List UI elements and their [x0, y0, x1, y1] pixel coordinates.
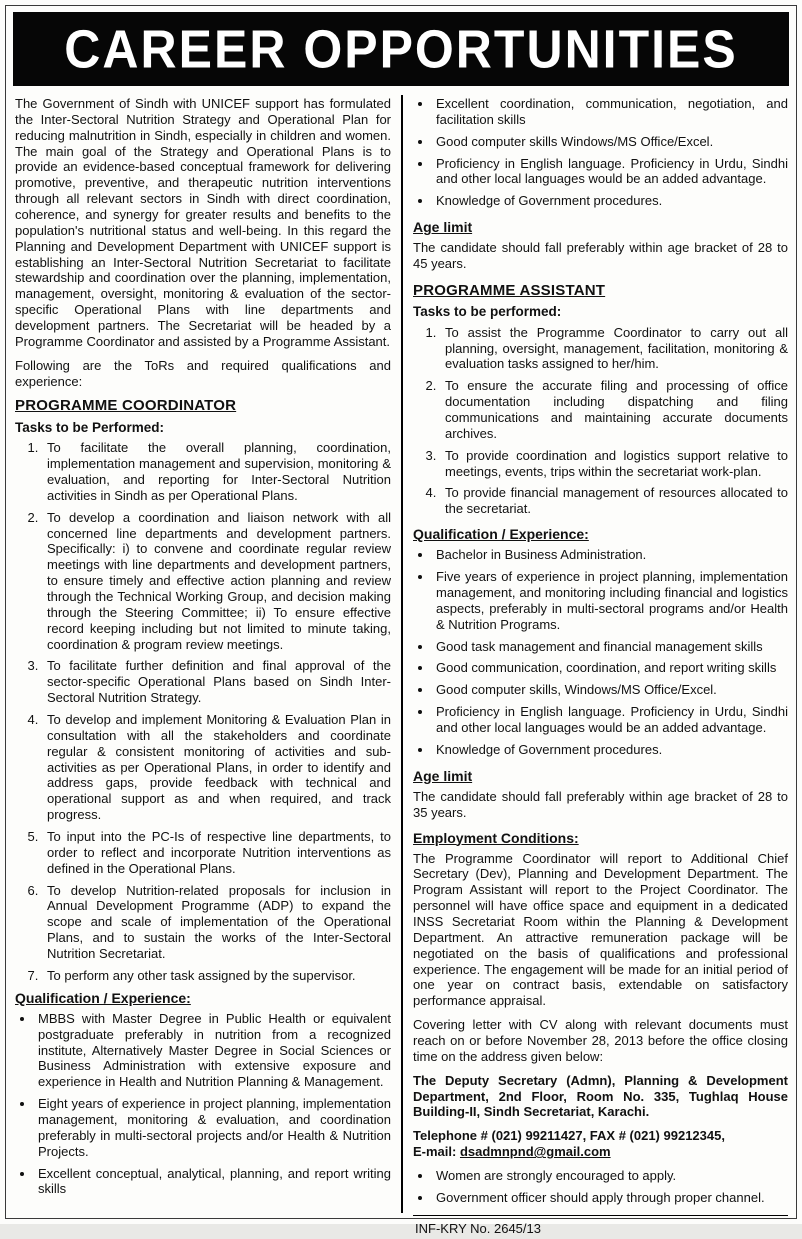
task-item: 5. To input into the PC-Is of respective line departments, to order to reflect and incorporate Nutrition interventions as defined in the Operational Plans. — [42, 829, 391, 877]
contact-phone-fax: Telephone # (021) 99211427, FAX # (021) 99212345, — [413, 1128, 725, 1144]
coordinator-age-limit-heading: Age limit — [413, 219, 473, 236]
coordinator-qualification-list-left — [15, 1011, 391, 1197]
contact-block — [413, 1128, 788, 1160]
qualification-item: • Bachelor in Business Administration. — [433, 547, 788, 563]
employment-conditions-text: The Programme Coordinator will report to Additional Chief Secretary (Dev), Planning and Development Department. The Program Assistant will report to the Project Coordinator. The personnel will have office space and equipment in a dedicated INSS Secretariat Room within the Planning & Development Department. An attractive remuneration package will be negotiated on the basis of qualifications and professional experience. The engagement will be made for an initial period of one year on contract basis, extendable on satisfactory performance appraisal. — [413, 850, 788, 1009]
ad-reference-number: INF-KRY No. 2645/13 — [415, 1220, 541, 1236]
task-item: 1. To assist the Programme Coordinator to carry out all planning, oversight, management, facilitation, monitoring & evaluation tasks assigned to her/him. — [440, 325, 788, 373]
assistant-age-limit-text: The candidate should fall preferably within age bracket of 28 to 35 years. — [413, 788, 788, 820]
assistant-title: PROGRAMME ASSISTANT — [413, 281, 606, 299]
qualification-item: • Excellent coordination, communication, negotiation, and facilitation skills — [433, 96, 788, 128]
task-item: 7. To perform any other task assigned by the supervisor. — [42, 968, 391, 984]
qualification-item: • Good computer skills Windows/MS Office/Excel. — [433, 134, 788, 150]
employment-conditions-heading: Employment Conditions: — [413, 829, 579, 846]
note-item: • Women are strongly encouraged to apply. — [433, 1168, 788, 1184]
ad-frame — [5, 5, 797, 1236]
intro-paragraph: The Government of Sindh with UNICEF support has formulated the Inter-Sectoral Nutrition Strategy and Operational Plan for reducing malnutrition in Sindh, especially in children and women. The main goal of the Strategy and Operational Plans is to provide an evidence-based conceptual framework for delivering promotive, preventive, and therapeutic nutrition interventions through all relevant sectors in Sindh with direct coordination, coherence, and synergy for greater results and benefits to the population's nutritional status and well-being. In this regard the Planning and Development Department with UNICEF support is establishing an Inter-Sectoral Nutrition Secretariat to facilitate stewardship and coordination over the planning, implementation, management, oversight, monitoring & evaluation of the sector-specific Operational Plans with line departments and development partners. The Secretariat will be headed by a Programme Coordinator and assisted by a Programme Assistant. — [15, 96, 391, 349]
right-column — [401, 95, 789, 1236]
task-item: 3. To provide coordination and logistics support relative to meetings, events, trips within the secretariat work-plan. — [440, 448, 788, 480]
ad-columns — [13, 95, 789, 1236]
qualification-item: • Five years of experience in project planning, implementation management, and monitoring including financial and logistics aspects, preferably in multi-sectoral programs and/or Health & Nutrition Programs. — [433, 569, 788, 632]
application-address: The Deputy Secretary (Admn), Planning & Development Department, 2nd Floor, Room No. 335, Tughlaq House Building-II, Sindh Secretariat, Karachi. — [413, 1072, 788, 1120]
qualification-item: • Good task management and financial management skills — [433, 639, 788, 655]
assistant-qualification-list — [413, 547, 788, 763]
banner — [13, 12, 789, 86]
task-item: 1. To facilitate the overall planning, coordination, implementation management and supervision, monitoring & evaluation, and reporting for Inter-Sectoral Nutrition activities in Sindh as per Operational Plans. — [42, 440, 391, 503]
covering-letter-text: Covering letter with CV along with relevant documents must reach on or before November 28, 2013 before the office closing time on the address given below: — [413, 1017, 788, 1064]
qualification-item: • Proficiency in English language. Proficiency in Urdu, Sindhi and other local languages would be an added advantage. — [433, 156, 788, 188]
applicant-notes-list — [413, 1168, 788, 1212]
note-item: • Government officer should apply through proper channel. — [433, 1190, 788, 1206]
task-item: 4. To develop and implement Monitoring & Evaluation Plan in consultation with all the stakeholders and coordinate regular & consistent monitoring of activities and sub-activities as per Operational Plans, in order to identify and address gaps, provide feedback with technical and operational support as and when required, and track progress. — [42, 712, 391, 823]
left-column — [13, 95, 401, 1213]
qualification-item: • Good communication, coordination, and report writing skills — [433, 660, 788, 676]
qualification-item: • Knowledge of Government procedures. — [433, 193, 788, 209]
coordinator-age-limit-text: The candidate should fall preferably within age bracket of 28 to 45 years. — [413, 240, 788, 272]
qualification-item: • Eight years of experience in project planning, implementation management, monitoring & evaluation, and coordination preferably in multi-sectoral projects and/or Health & Nutrition Projects. — [35, 1096, 391, 1159]
qualification-item: • Excellent conceptual, analytical, planning, and report writing skills — [35, 1166, 391, 1198]
assistant-age-limit-heading: Age limit — [413, 767, 473, 784]
ad-reference-footer — [413, 1215, 788, 1239]
task-item: 3. To facilitate further definition and final approval of the sector-specific Operational Plans based on Sindh Inter-Sectoral Nutrition Strategy. — [42, 658, 391, 706]
coordinator-task-list — [15, 440, 391, 984]
task-item: 2. To ensure the accurate filing and processing of office documentation including dispatching and filing communications and maintaining accurate documents archives. — [440, 378, 788, 441]
assistant-task-list — [413, 325, 788, 523]
tors-line: Following are the ToRs and required qualifications and experience: — [15, 357, 391, 389]
assistant-qualification-heading: Qualification / Experience: — [413, 526, 589, 543]
coordinator-title: PROGRAMME COORDINATOR — [15, 397, 237, 415]
task-item: 2. To develop a coordination and liaison network with all concerned line departments and development partners. Specifically: i) to convene and coordinate regular review meetings with line departments and development partners, to ensure timely and effective action planning and review through the Technical Working Group, and decision making through the Steering Committee; ii) To ensure effective record keeping including but not limited to minute taking, coordination & program review meetings. — [42, 510, 391, 653]
email-label: E-mail: — [413, 1144, 460, 1160]
banner-title: CAREER OPPORTUNITIES — [64, 18, 738, 80]
qualification-item: • Proficiency in English language. Proficiency in Urdu, Sindhi and other local languages would be an added advantage. — [433, 704, 788, 736]
qualification-item: • Good computer skills, Windows/MS Office/Excel. — [433, 682, 788, 698]
coordinator-tasks-heading: Tasks to be Performed: — [15, 419, 165, 435]
assistant-tasks-heading: Tasks to be performed: — [413, 304, 562, 320]
task-item: 6. To develop Nutrition-related proposals for inclusion in Annual Development Programme (ADP) to expand the scope and scale of implementation of the Operational Plans, and to sustain the works of the Inter-Sectoral Nutrition Secretariat. — [42, 883, 391, 962]
task-item: 4. To provide financial management of resources allocated to the secretariat. — [440, 485, 788, 517]
contact-email: dsadmnpnd@gmail.com — [459, 1144, 611, 1160]
coordinator-qualification-heading: Qualification / Experience: — [15, 989, 191, 1006]
qualification-item: • Knowledge of Government procedures. — [433, 742, 788, 758]
qualification-item: • MBBS with Master Degree in Public Health or equivalent postgraduate preferably in nutrition from a recognized institute, Alternatively Master Degree in Social Sciences or Business Administration with extensive exposure and experience in Health and Nutrition Planning & Management. — [35, 1011, 391, 1090]
coordinator-qualification-list-right — [413, 96, 788, 215]
